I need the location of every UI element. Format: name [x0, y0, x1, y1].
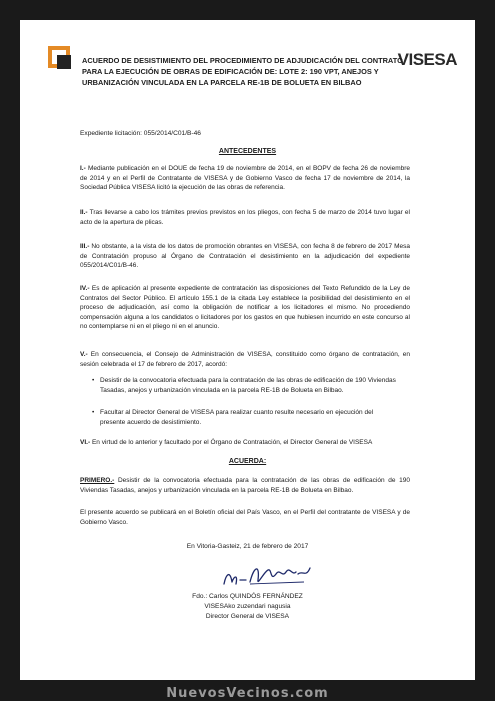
paragraph-text: En virtud de lo anterior y facultado por el Órgano de Contratación, el Director General de VISESA [91, 439, 373, 446]
signatory-role: Director General de VISESA [205, 613, 290, 620]
paragraph-label: I.- [80, 165, 86, 172]
paragraph-1 [80, 164, 410, 193]
signatory-name: Fdo.: Carlos QUINDÓS FERNÁNDEZ [192, 593, 303, 600]
expediente-number: Expediente licitación: 055/2014/C01/B-46 [80, 130, 201, 137]
list-item [92, 376, 400, 395]
document-page [20, 20, 475, 680]
paragraph-2 [80, 208, 410, 227]
antecedentes-heading: ANTECEDENTES [218, 148, 277, 155]
paragraph-text: En consecuencia, el Consejo de Administración de VISESA, constituido como órgano de contratación, en sesión celebrada el 17 de febrero de 2017, acordó: [80, 351, 410, 368]
paragraph-label: V.- [80, 351, 88, 358]
paragraph-text: Mediante publicación en el DOUE de fecha 19 de noviembre de 2014, en el BOPV de fecha 26 de noviembre de 2014 y en el Perfil de Contratante de VISESA y de Gobierno Vasco de fecha 17 de noviembre de 2014, la Sociedad Pública VISESA licitó la ejecución de las obras de referencia. [80, 165, 410, 192]
paragraph-text: Es de aplicación al presente expediente de contratación las disposiciones del Texto Refundido de la Ley de Contratos del Sector Público. El artículo 155.1 de la citada Ley establece la posibilidad del desistimiento en el proceso de adjudicación, así como la obligación de notificar a los licitadores el mismo. No procediendo compensación alguna a los candidatos o licitadores por los gastos en que hubiesen incurrido en este concurso al no contemplarse ni en el pliego ni en el anuncio. [80, 285, 410, 331]
paragraph-3 [80, 242, 410, 271]
paragraph-4 [80, 284, 410, 332]
primero-paragraph [80, 476, 410, 495]
list-item-text: Desistir de la convocatoria efectuada para la contratación de las obras de edificación de 190 Viviendas Tasadas, anejos y urbanización vinculada en la parcela RE-1B de Bolueta en Bilbao. [100, 377, 396, 394]
paragraph-text: Tras llevarse a cabo los trámites previos previstos en los pliegos, con fecha 5 de marzo de 2014 tuvo lugar el acto de la apertura de plicas. [80, 209, 410, 226]
paragraph-label: IV.- [80, 285, 90, 292]
bullet-icon: • [92, 409, 95, 416]
paragraph-text: No obstante, a la vista de los datos de promoción obrantes en VISESA, con fecha 8 de febrero de 2017 Mesa de Contratación propuso al Órgano de Contratación el desistimiento en la adjudicación del expediente 055/2014/C01/B-46. [80, 243, 410, 270]
bullet-icon: • [92, 377, 95, 384]
brand-logo: VISESA [397, 50, 457, 69]
paragraph-label: III.- [80, 243, 90, 250]
signatory-role-basque: VISESAko zuzendari nagusia [204, 603, 291, 610]
acuerda-heading: ACUERDA: [228, 458, 267, 465]
paragraph-5 [80, 350, 410, 369]
watermark-footer: NuevosVecinos.com [166, 686, 329, 701]
list-item-text: Facultar al Director General de VISESA para realizar cuanto resulte necesario en ejecución del presente acuerdo de desistimiento. [100, 409, 374, 426]
primero-label: PRIMERO.- [80, 477, 115, 484]
handwritten-signature [220, 560, 315, 590]
paragraph-6 [80, 438, 410, 448]
paragraph-text: Desistir de la convocatoria efectuada para la contratación de las obras de edificación de 190 Viviendas Tasadas, anejos y urbanización vinculada en la parcela RE-1B de Bolueta en Bilbao. [80, 477, 410, 494]
list-item [92, 408, 400, 427]
paragraph-label: VI.- [80, 439, 91, 446]
place-date: En Vitoria-Gasteiz, 21 de febrero de 2017 [186, 543, 309, 550]
document-title: ACUERDO DE DESISTIMIENTO DEL PROCEDIMIENTO DE ADJUDICACIÓN DEL CONTRATO PARA LA EJECUCIÓN DE OBRAS DE EDIFICACIÓN DE: LOTE 2: 190 VPT, ANEJOS Y URBANIZACIÓN VINCULADA EN LA PARCELA RE-1B DE BOLUETA EN BILBAO [82, 56, 403, 87]
paragraph-label: II.- [80, 209, 88, 216]
logo-mark-icon [48, 46, 70, 68]
publication-paragraph: El presente acuerdo se publicará en el Boletín oficial del País Vasco, en el Perfil del contratante de VISESA y de Gobierno Vasco. [80, 509, 410, 526]
